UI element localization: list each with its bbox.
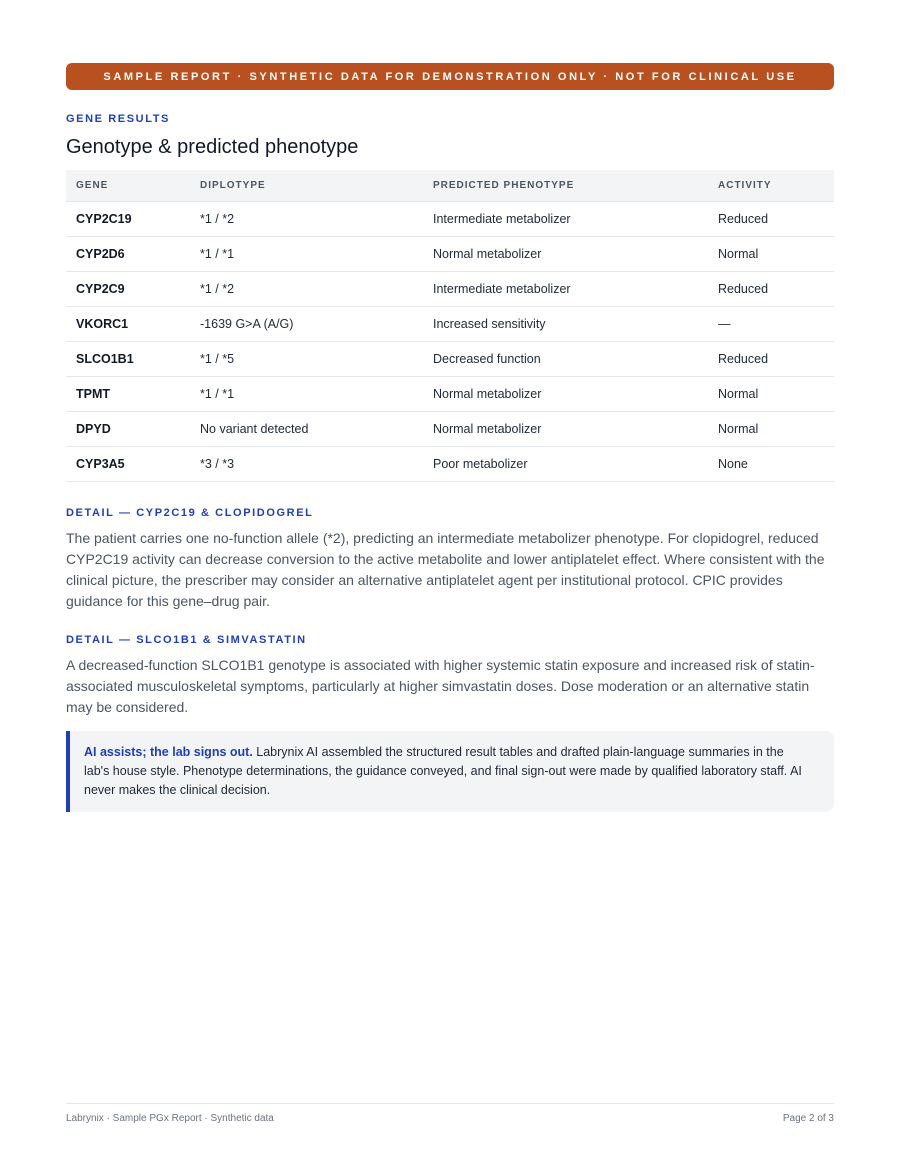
phenotype-cell: Intermediate metabolizer — [423, 202, 708, 237]
footer-left: Labrynix · Sample PGx Report · Synthetic data — [66, 1113, 274, 1124]
diplotype-cell: *3 / *3 — [190, 447, 423, 482]
phenotype-cell: Normal metabolizer — [423, 412, 708, 447]
table-header-row — [66, 170, 834, 202]
diplotype-cell: *1 / *2 — [190, 202, 423, 237]
section-label: GENE RESULTS — [66, 113, 170, 125]
diplotype-cell: *1 / *1 — [190, 377, 423, 412]
activity-cell: None — [708, 447, 834, 482]
activity-cell: Reduced — [708, 342, 834, 377]
table-row — [66, 272, 834, 307]
diplotype-cell: No variant detected — [190, 412, 423, 447]
activity-cell: — — [708, 307, 834, 342]
gene-cell: DPYD — [66, 412, 190, 447]
phenotype-cell: Decreased function — [423, 342, 708, 377]
gene-results-table — [66, 170, 834, 482]
activity-cell: Normal — [708, 377, 834, 412]
header-activity: ACTIVITY — [708, 170, 834, 202]
table-row — [66, 412, 834, 447]
header-gene: GENE — [66, 170, 190, 202]
page-number: Page 2 of 3 — [782, 1113, 834, 1124]
gene-cell: CYP3A5 — [66, 447, 190, 482]
page-footer — [66, 1103, 834, 1124]
phenotype-cell: Poor metabolizer — [423, 447, 708, 482]
diplotype-cell: *1 / *1 — [190, 237, 423, 272]
section-title: Genotype & predicted phenotype — [66, 136, 359, 158]
activity-cell: Normal — [708, 237, 834, 272]
phenotype-cell: Normal metabolizer — [423, 377, 708, 412]
table-row — [66, 342, 834, 377]
table-row — [66, 237, 834, 272]
ai-disclaimer-callout — [66, 731, 834, 812]
gene-cell: CYP2D6 — [66, 237, 190, 272]
header-diplotype: DIPLOTYPE — [190, 170, 423, 202]
header-phenotype: PREDICTED PHENOTYPE — [423, 170, 708, 202]
phenotype-cell: Normal metabolizer — [423, 237, 708, 272]
sample-report-banner: SAMPLE REPORT · SYNTHETIC DATA FOR DEMONSTRATION ONLY · NOT FOR CLINICAL USE — [66, 63, 834, 90]
diplotype-cell: -1639 G>A (A/G) — [190, 307, 423, 342]
phenotype-cell: Increased sensitivity — [423, 307, 708, 342]
table-row — [66, 307, 834, 342]
callout-lead: AI assists; the lab signs out. — [84, 745, 253, 759]
phenotype-cell: Intermediate metabolizer — [423, 272, 708, 307]
detail-label-cyp2c19: DETAIL — CYP2C19 & CLOPIDOGREL — [66, 507, 314, 519]
report-page — [66, 63, 834, 812]
detail-text-cyp2c19: The patient carries one no-function allele (*2), predicting an intermediate metabolizer phenotype. For clopidogrel, reduced CYP2C19 activity can decrease conversion to the active metabolite and lower antiplatelet effect. Where consistent with the clinical picture, the prescriber may consider an alternative antiplatelet agent per institutional protocol. CPIC provides guidance for this gene–drug pair. — [66, 530, 825, 609]
callout-text: Labrynix AI assembled the structured result tables and drafted plain-language summaries in the lab's house style. Phenotype determinations, the guidance conveyed, and final sign-out were made by qualified laboratory staff. AI never makes the clinical decision. — [84, 745, 802, 797]
diplotype-cell: *1 / *5 — [190, 342, 423, 377]
gene-cell: VKORC1 — [66, 307, 190, 342]
diplotype-cell: *1 / *2 — [190, 272, 423, 307]
gene-cell: SLCO1B1 — [66, 342, 190, 377]
detail-text-slco1b1: A decreased-function SLCO1B1 genotype is associated with higher systemic statin exposure and increased risk of statin-associated musculoskeletal symptoms, particularly at higher simvastatin doses. Dose moderation or an alternative statin may be considered. — [66, 657, 815, 715]
activity-cell: Normal — [708, 412, 834, 447]
gene-cell: CYP2C19 — [66, 202, 190, 237]
table-row — [66, 202, 834, 237]
gene-cell: CYP2C9 — [66, 272, 190, 307]
table-row — [66, 447, 834, 482]
table-row — [66, 377, 834, 412]
gene-cell: TPMT — [66, 377, 190, 412]
activity-cell: Reduced — [708, 272, 834, 307]
detail-label-slco1b1: DETAIL — SLCO1B1 & SIMVASTATIN — [66, 634, 307, 646]
activity-cell: Reduced — [708, 202, 834, 237]
